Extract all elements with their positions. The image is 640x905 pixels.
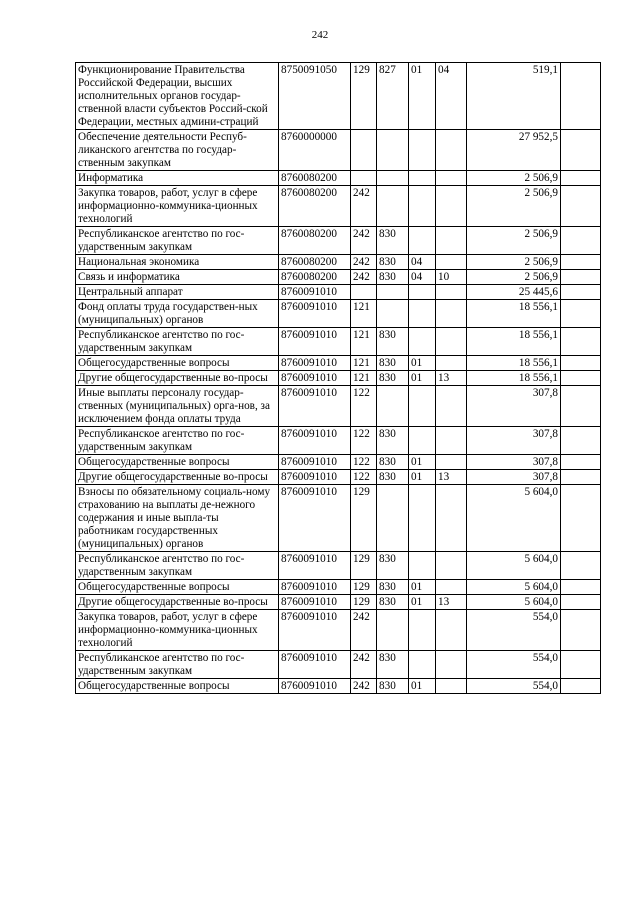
row-expense-type: 242 bbox=[351, 610, 377, 651]
row-target-article: 8760080200 bbox=[279, 227, 351, 255]
row-empty-cell bbox=[561, 485, 601, 552]
row-subsection bbox=[436, 580, 467, 595]
row-department-code: 830 bbox=[377, 580, 409, 595]
row-amount: 5 604,0 bbox=[467, 552, 561, 580]
row-target-article: 8760080200 bbox=[279, 270, 351, 285]
row-name: Общегосударственные вопросы bbox=[76, 356, 279, 371]
row-name: Закупка товаров, работ, услуг в сфере информационно-коммуника-ционных технологий bbox=[76, 610, 279, 651]
row-target-article: 8760091010 bbox=[279, 386, 351, 427]
row-empty-cell bbox=[561, 470, 601, 485]
row-expense-type bbox=[351, 171, 377, 186]
row-department-code: 830 bbox=[377, 552, 409, 580]
row-target-article: 8760091010 bbox=[279, 595, 351, 610]
row-target-article: 8760091010 bbox=[279, 651, 351, 679]
row-section bbox=[409, 171, 436, 186]
row-expense-type bbox=[351, 130, 377, 171]
row-expense-type: 121 bbox=[351, 300, 377, 328]
row-department-code bbox=[377, 285, 409, 300]
row-empty-cell bbox=[561, 679, 601, 694]
row-subsection bbox=[436, 679, 467, 694]
row-name: Другие общегосударственные во-просы bbox=[76, 371, 279, 386]
row-amount: 18 556,1 bbox=[467, 356, 561, 371]
row-expense-type: 242 bbox=[351, 679, 377, 694]
row-expense-type: 121 bbox=[351, 328, 377, 356]
row-subsection bbox=[436, 386, 467, 427]
row-department-code: 830 bbox=[377, 255, 409, 270]
row-name: Республиканское агентство по гос-ударственным закупкам bbox=[76, 227, 279, 255]
row-target-article: 8760000000 bbox=[279, 130, 351, 171]
row-expense-type: 242 bbox=[351, 227, 377, 255]
table-body bbox=[76, 63, 601, 694]
row-subsection: 10 bbox=[436, 270, 467, 285]
row-section bbox=[409, 552, 436, 580]
row-target-article: 8760091010 bbox=[279, 285, 351, 300]
row-amount: 2 506,9 bbox=[467, 186, 561, 227]
row-department-code: 830 bbox=[377, 356, 409, 371]
table-row bbox=[76, 300, 601, 328]
row-empty-cell bbox=[561, 427, 601, 455]
row-department-code: 830 bbox=[377, 270, 409, 285]
row-section: 01 bbox=[409, 580, 436, 595]
row-subsection bbox=[436, 285, 467, 300]
table-row bbox=[76, 455, 601, 470]
row-empty-cell bbox=[561, 580, 601, 595]
row-amount: 554,0 bbox=[467, 651, 561, 679]
row-section: 04 bbox=[409, 255, 436, 270]
row-empty-cell bbox=[561, 651, 601, 679]
row-expense-type: 122 bbox=[351, 470, 377, 485]
table-row bbox=[76, 552, 601, 580]
row-expense-type bbox=[351, 285, 377, 300]
row-empty-cell bbox=[561, 255, 601, 270]
row-amount: 18 556,1 bbox=[467, 371, 561, 386]
row-department-code bbox=[377, 130, 409, 171]
row-target-article: 8760091010 bbox=[279, 470, 351, 485]
row-section bbox=[409, 386, 436, 427]
row-subsection bbox=[436, 300, 467, 328]
row-section bbox=[409, 186, 436, 227]
table-row bbox=[76, 470, 601, 485]
table-row bbox=[76, 651, 601, 679]
row-expense-type: 129 bbox=[351, 485, 377, 552]
row-amount: 5 604,0 bbox=[467, 485, 561, 552]
row-subsection bbox=[436, 485, 467, 552]
row-target-article: 8760080200 bbox=[279, 186, 351, 227]
row-empty-cell bbox=[561, 455, 601, 470]
table-row bbox=[76, 595, 601, 610]
table-row bbox=[76, 485, 601, 552]
row-subsection bbox=[436, 130, 467, 171]
budget-table bbox=[75, 62, 601, 694]
row-amount: 2 506,9 bbox=[467, 270, 561, 285]
row-section: 01 bbox=[409, 356, 436, 371]
row-empty-cell bbox=[561, 171, 601, 186]
row-name: Функционирование Правительства Российской Федерации, высших исполнительных органов государ-ственной власти субъектов Россий-ской Федерации, местных админи-страций bbox=[76, 63, 279, 130]
row-expense-type: 129 bbox=[351, 63, 377, 130]
table-row bbox=[76, 679, 601, 694]
row-expense-type: 129 bbox=[351, 552, 377, 580]
row-amount: 2 506,9 bbox=[467, 171, 561, 186]
row-name: Республиканское агентство по гос-ударственным закупкам bbox=[76, 552, 279, 580]
row-name: Общегосударственные вопросы bbox=[76, 455, 279, 470]
row-name: Фонд оплаты труда государствен-ных (муниципальных) органов bbox=[76, 300, 279, 328]
row-department-code: 830 bbox=[377, 679, 409, 694]
row-section bbox=[409, 610, 436, 651]
row-target-article: 8760091010 bbox=[279, 356, 351, 371]
row-section: 01 bbox=[409, 455, 436, 470]
row-empty-cell bbox=[561, 227, 601, 255]
row-department-code bbox=[377, 186, 409, 227]
row-amount: 5 604,0 bbox=[467, 595, 561, 610]
row-department-code bbox=[377, 171, 409, 186]
row-expense-type: 242 bbox=[351, 186, 377, 227]
page-number: 242 bbox=[311, 29, 329, 41]
row-section bbox=[409, 300, 436, 328]
row-expense-type: 121 bbox=[351, 356, 377, 371]
row-subsection bbox=[436, 171, 467, 186]
row-section: 01 bbox=[409, 470, 436, 485]
row-section bbox=[409, 651, 436, 679]
row-subsection: 13 bbox=[436, 595, 467, 610]
row-subsection: 13 bbox=[436, 470, 467, 485]
row-amount: 307,8 bbox=[467, 386, 561, 427]
row-amount: 307,8 bbox=[467, 455, 561, 470]
row-amount: 27 952,5 bbox=[467, 130, 561, 171]
table-row bbox=[76, 356, 601, 371]
row-expense-type: 129 bbox=[351, 595, 377, 610]
row-empty-cell bbox=[561, 130, 601, 171]
row-section bbox=[409, 485, 436, 552]
row-subsection bbox=[436, 227, 467, 255]
row-name: Другие общегосударственные во-просы bbox=[76, 470, 279, 485]
row-expense-type: 121 bbox=[351, 371, 377, 386]
row-amount: 519,1 bbox=[467, 63, 561, 130]
row-section: 01 bbox=[409, 371, 436, 386]
row-target-article: 8760091010 bbox=[279, 300, 351, 328]
table-row bbox=[76, 328, 601, 356]
row-section: 04 bbox=[409, 270, 436, 285]
row-expense-type: 122 bbox=[351, 455, 377, 470]
row-department-code: 827 bbox=[377, 63, 409, 130]
row-section bbox=[409, 130, 436, 171]
row-expense-type: 242 bbox=[351, 255, 377, 270]
row-name: Центральный аппарат bbox=[76, 285, 279, 300]
row-amount: 307,8 bbox=[467, 427, 561, 455]
row-expense-type: 129 bbox=[351, 580, 377, 595]
row-target-article: 8760091010 bbox=[279, 580, 351, 595]
row-amount: 554,0 bbox=[467, 610, 561, 651]
row-target-article: 8760091010 bbox=[279, 552, 351, 580]
row-department-code bbox=[377, 610, 409, 651]
row-subsection bbox=[436, 610, 467, 651]
row-target-article: 8750091050 bbox=[279, 63, 351, 130]
row-name: Республиканское агентство по гос-ударственным закупкам bbox=[76, 651, 279, 679]
row-target-article: 8760091010 bbox=[279, 679, 351, 694]
row-expense-type: 242 bbox=[351, 270, 377, 285]
row-amount: 18 556,1 bbox=[467, 328, 561, 356]
row-department-code: 830 bbox=[377, 328, 409, 356]
row-subsection bbox=[436, 186, 467, 227]
row-target-article: 8760091010 bbox=[279, 610, 351, 651]
row-name: Закупка товаров, работ, услуг в сфере информационно-коммуника-ционных технологий bbox=[76, 186, 279, 227]
table-row bbox=[76, 63, 601, 130]
table-row bbox=[76, 171, 601, 186]
row-empty-cell bbox=[561, 371, 601, 386]
row-department-code: 830 bbox=[377, 227, 409, 255]
row-target-article: 8760091010 bbox=[279, 371, 351, 386]
row-section: 01 bbox=[409, 595, 436, 610]
row-empty-cell bbox=[561, 595, 601, 610]
row-amount: 5 604,0 bbox=[467, 580, 561, 595]
row-name: Взносы по обязательному социаль-ному страхованию на выплаты де-нежного содержания и иные выпла-ты работникам государственных (муниципальных) органов bbox=[76, 485, 279, 552]
row-department-code: 830 bbox=[377, 651, 409, 679]
table-row bbox=[76, 610, 601, 651]
table-row bbox=[76, 285, 601, 300]
table-row bbox=[76, 371, 601, 386]
table-row bbox=[76, 255, 601, 270]
row-empty-cell bbox=[561, 552, 601, 580]
row-name: Другие общегосударственные во-просы bbox=[76, 595, 279, 610]
row-amount: 2 506,9 bbox=[467, 227, 561, 255]
row-subsection bbox=[436, 427, 467, 455]
row-name: Общегосударственные вопросы bbox=[76, 580, 279, 595]
row-subsection bbox=[436, 255, 467, 270]
table-row bbox=[76, 580, 601, 595]
row-subsection bbox=[436, 356, 467, 371]
row-section bbox=[409, 285, 436, 300]
row-expense-type: 122 bbox=[351, 427, 377, 455]
row-section bbox=[409, 328, 436, 356]
row-expense-type: 122 bbox=[351, 386, 377, 427]
row-subsection bbox=[436, 455, 467, 470]
row-empty-cell bbox=[561, 285, 601, 300]
row-name: Обеспечение деятельности Респуб-ликанского агентства по государ-ственным закупкам bbox=[76, 130, 279, 171]
table-row bbox=[76, 386, 601, 427]
row-amount: 554,0 bbox=[467, 679, 561, 694]
row-name: Республиканское агентство по гос-ударственным закупкам bbox=[76, 427, 279, 455]
row-amount: 2 506,9 bbox=[467, 255, 561, 270]
row-target-article: 8760080200 bbox=[279, 171, 351, 186]
row-empty-cell bbox=[561, 356, 601, 371]
row-empty-cell bbox=[561, 610, 601, 651]
table-row bbox=[76, 270, 601, 285]
row-name: Республиканское агентство по гос-ударственным закупкам bbox=[76, 328, 279, 356]
row-target-article: 8760091010 bbox=[279, 328, 351, 356]
table-row bbox=[76, 227, 601, 255]
row-amount: 307,8 bbox=[467, 470, 561, 485]
row-name: Иные выплаты персоналу государ-ственных (муниципальных) орга-нов, за исключением фонда оплаты труда bbox=[76, 386, 279, 427]
row-subsection bbox=[436, 651, 467, 679]
row-expense-type: 242 bbox=[351, 651, 377, 679]
row-target-article: 8760091010 bbox=[279, 485, 351, 552]
row-empty-cell bbox=[561, 300, 601, 328]
row-target-article: 8760091010 bbox=[279, 455, 351, 470]
row-target-article: 8760091010 bbox=[279, 427, 351, 455]
row-subsection bbox=[436, 552, 467, 580]
row-name: Национальная экономика bbox=[76, 255, 279, 270]
row-subsection: 13 bbox=[436, 371, 467, 386]
row-department-code bbox=[377, 386, 409, 427]
row-department-code: 830 bbox=[377, 595, 409, 610]
row-amount: 18 556,1 bbox=[467, 300, 561, 328]
row-department-code: 830 bbox=[377, 427, 409, 455]
row-name: Общегосударственные вопросы bbox=[76, 679, 279, 694]
row-amount: 25 445,6 bbox=[467, 285, 561, 300]
table-row bbox=[76, 130, 601, 171]
row-subsection: 04 bbox=[436, 63, 467, 130]
row-empty-cell bbox=[561, 270, 601, 285]
row-section: 01 bbox=[409, 63, 436, 130]
table-row bbox=[76, 427, 601, 455]
row-department-code bbox=[377, 485, 409, 552]
row-name: Информатика bbox=[76, 171, 279, 186]
row-department-code: 830 bbox=[377, 455, 409, 470]
row-empty-cell bbox=[561, 63, 601, 130]
row-name: Связь и информатика bbox=[76, 270, 279, 285]
row-target-article: 8760080200 bbox=[279, 255, 351, 270]
row-section bbox=[409, 227, 436, 255]
row-empty-cell bbox=[561, 186, 601, 227]
row-section bbox=[409, 427, 436, 455]
row-section: 01 bbox=[409, 679, 436, 694]
row-empty-cell bbox=[561, 328, 601, 356]
row-empty-cell bbox=[561, 386, 601, 427]
table-row bbox=[76, 186, 601, 227]
row-department-code bbox=[377, 300, 409, 328]
row-department-code: 830 bbox=[377, 470, 409, 485]
row-department-code: 830 bbox=[377, 371, 409, 386]
row-subsection bbox=[436, 328, 467, 356]
